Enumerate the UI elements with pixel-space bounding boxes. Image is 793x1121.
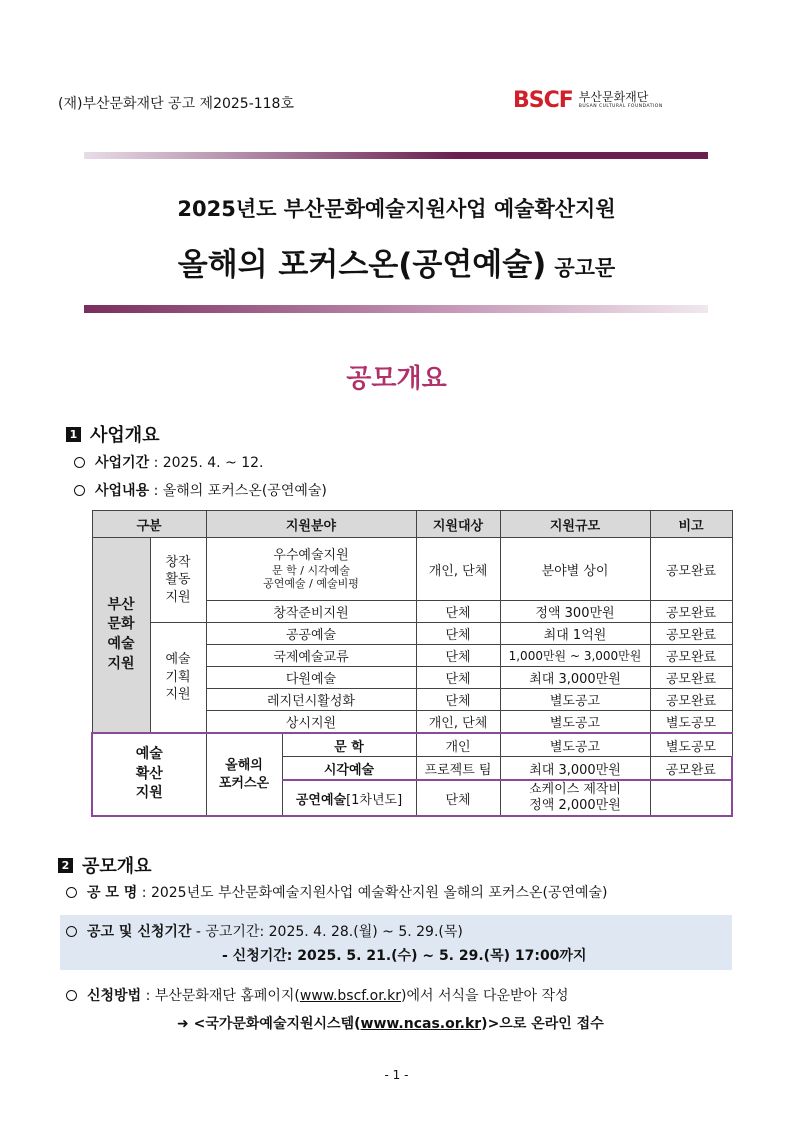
- foundation-logo: [513, 88, 663, 113]
- note-cell: 공모완료: [650, 538, 732, 601]
- period-label: 사업기간: [95, 455, 150, 471]
- target-cell: 프로젝트 팀: [416, 757, 500, 781]
- target-cell: 개인: [416, 733, 500, 757]
- field-cell: 문 학: [282, 733, 416, 757]
- target-cell: 단체: [416, 601, 500, 623]
- title-line2: [0, 239, 793, 284]
- table-header-row: [92, 511, 732, 538]
- target-cell: 단체: [416, 645, 500, 667]
- header-target: 지원대상: [416, 511, 500, 538]
- note-cell: 공모완료: [650, 757, 732, 781]
- circle-bullet-icon: [66, 990, 77, 1001]
- application-period: - 신청기간: 2025. 5. 21.(수) ~ 5. 29.(목) 17:00까지: [222, 948, 587, 964]
- table-row: [92, 623, 732, 645]
- field-cell: 공공예술: [206, 623, 416, 645]
- note-cell: [650, 780, 732, 816]
- group-creative: 창작 활동 지원: [150, 538, 206, 623]
- title-line1: 2025년도 부산문화예술지원사업 예술확산지원: [177, 197, 616, 221]
- title-main: 올해의 포커스온(공연예술): [177, 247, 547, 283]
- circle-bullet-icon: [66, 887, 77, 898]
- scale-line2: 정액 2,000만원: [529, 798, 621, 813]
- section2-heading: [58, 852, 152, 878]
- header-category: 구분: [92, 511, 206, 538]
- scale-cell: 최대 3,000만원: [500, 757, 650, 781]
- logo-english-name: BUSAN CULTURAL FOUNDATION: [578, 104, 663, 110]
- section1-number: 1: [66, 427, 81, 442]
- contest-name: [66, 882, 608, 902]
- field-excellent-art-sub1: 문 학 / 시각예술: [272, 563, 350, 577]
- note-cell: 별도공모: [650, 733, 732, 757]
- title-top-bar: [84, 152, 708, 159]
- section-title: 공모개요: [346, 364, 447, 394]
- field-excellent-art-title: 우수예술지원: [273, 548, 349, 564]
- target-cell: 개인, 단체: [416, 711, 500, 734]
- group-planning: 예술 기획 지원: [150, 623, 206, 734]
- scale-line1: 쇼케이스 제작비: [528, 782, 622, 798]
- field-performing-arts-bold: 공연예술: [295, 792, 347, 808]
- field-excellent-art-sub2: 공연예술 / 예술비평: [263, 576, 359, 590]
- content-label: 사업내용: [95, 483, 150, 499]
- method-prefix: : 부산문화재단 홈페이지(: [145, 988, 300, 1004]
- online-suffix: )>으로 온라인 접수: [481, 1016, 604, 1032]
- business-content: [74, 480, 327, 500]
- announce-period: [66, 921, 463, 941]
- logo-mark: BSCF: [513, 88, 573, 113]
- target-cell: 개인, 단체: [416, 538, 500, 601]
- scale-cell: 최대 1억원: [500, 623, 650, 645]
- field-cell: 시각예술: [282, 757, 416, 781]
- circle-bullet-icon: [74, 485, 85, 496]
- logo-korean-name: 부산문화재단: [578, 90, 649, 105]
- field-performing-arts: [282, 780, 416, 816]
- table-row: [92, 733, 732, 757]
- scale-cell: 별도공고: [500, 711, 650, 734]
- table-row: [92, 538, 732, 601]
- title-suffix: 공고문: [554, 256, 616, 280]
- note-cell: 공모완료: [650, 601, 732, 623]
- target-cell: 단체: [416, 780, 500, 816]
- section2-heading-text: 공모개요: [82, 856, 152, 877]
- group-busan-support: 부산 문화 예술 지원: [92, 538, 150, 734]
- field-cell: 창작준비지원: [206, 601, 416, 623]
- note-cell: 공모완료: [650, 623, 732, 645]
- scale-cell: 최대 3,000만원: [500, 667, 650, 689]
- note-cell: 공모완료: [650, 689, 732, 711]
- target-cell: 단체: [416, 667, 500, 689]
- method-label: 신청방법: [87, 988, 142, 1004]
- ncas-link[interactable]: www.ncas.or.kr: [360, 1016, 482, 1032]
- header-field: 지원분야: [206, 511, 416, 538]
- scale-cell: 정액 300만원: [500, 601, 650, 623]
- target-cell: 단체: [416, 689, 500, 711]
- method-suffix: )에서 서식을 다운받아 작성: [401, 988, 569, 1004]
- field-excellent-art: [206, 538, 416, 601]
- header-note: 비고: [650, 511, 732, 538]
- scale-cell: 별도공고: [500, 689, 650, 711]
- scale-cell: 분야별 상이: [500, 538, 650, 601]
- business-period: [74, 452, 264, 472]
- scale-cell: [500, 780, 650, 816]
- group-focus-on: 올해의 포커스온: [206, 733, 282, 816]
- field-cell: 국제예술교류: [206, 645, 416, 667]
- page-number: - 1 -: [384, 1068, 409, 1082]
- circle-bullet-icon: [74, 457, 85, 468]
- note-cell: 공모완료: [650, 667, 732, 689]
- target-cell: 단체: [416, 623, 500, 645]
- content-value: : 올해의 포커스온(공연예술): [153, 483, 327, 499]
- support-program-table: [91, 510, 733, 817]
- note-cell: 별도공모: [650, 711, 732, 734]
- announce-period-value: - 공고기간: 2025. 4. 28.(월) ~ 5. 29.(목): [195, 924, 463, 940]
- online-submission: [177, 1013, 604, 1033]
- section2-number: 2: [58, 858, 73, 873]
- header-scale: 지원규모: [500, 511, 650, 538]
- field-performing-arts-year: [1차년도]: [346, 792, 403, 808]
- title-bottom-bar: [84, 305, 708, 313]
- notice-number: (재)부산문화재단 공고 제2025-118호: [58, 96, 294, 112]
- arrow-right-icon: ➜: [177, 1016, 189, 1032]
- scale-cell: 1,000만원 ~ 3,000만원: [500, 645, 650, 667]
- online-prefix: <국가문화예술지원시스템(: [193, 1016, 361, 1032]
- circle-bullet-icon: [66, 926, 77, 937]
- section1-heading: [66, 421, 160, 447]
- scale-cell: 별도공고: [500, 733, 650, 757]
- field-cell: 레지던시활성화: [206, 689, 416, 711]
- period-value: : 2025. 4. ~ 12.: [153, 455, 264, 471]
- note-cell: 공모완료: [650, 645, 732, 667]
- bscf-homepage-link[interactable]: www.bscf.or.kr: [299, 988, 401, 1004]
- name-value: : 2025년도 부산문화예술지원사업 예술확산지원 올해의 포커스온(공연예술): [141, 885, 608, 901]
- group-art-diffusion: 예술 확산 지원: [92, 733, 206, 816]
- application-method: [66, 985, 569, 1005]
- period-label: 공고 및 신청기간: [87, 924, 192, 940]
- field-cell: 다원예술: [206, 667, 416, 689]
- field-cell: 상시지원: [206, 711, 416, 734]
- section1-heading-text: 사업개요: [90, 425, 160, 446]
- name-label: 공 모 명: [87, 885, 138, 901]
